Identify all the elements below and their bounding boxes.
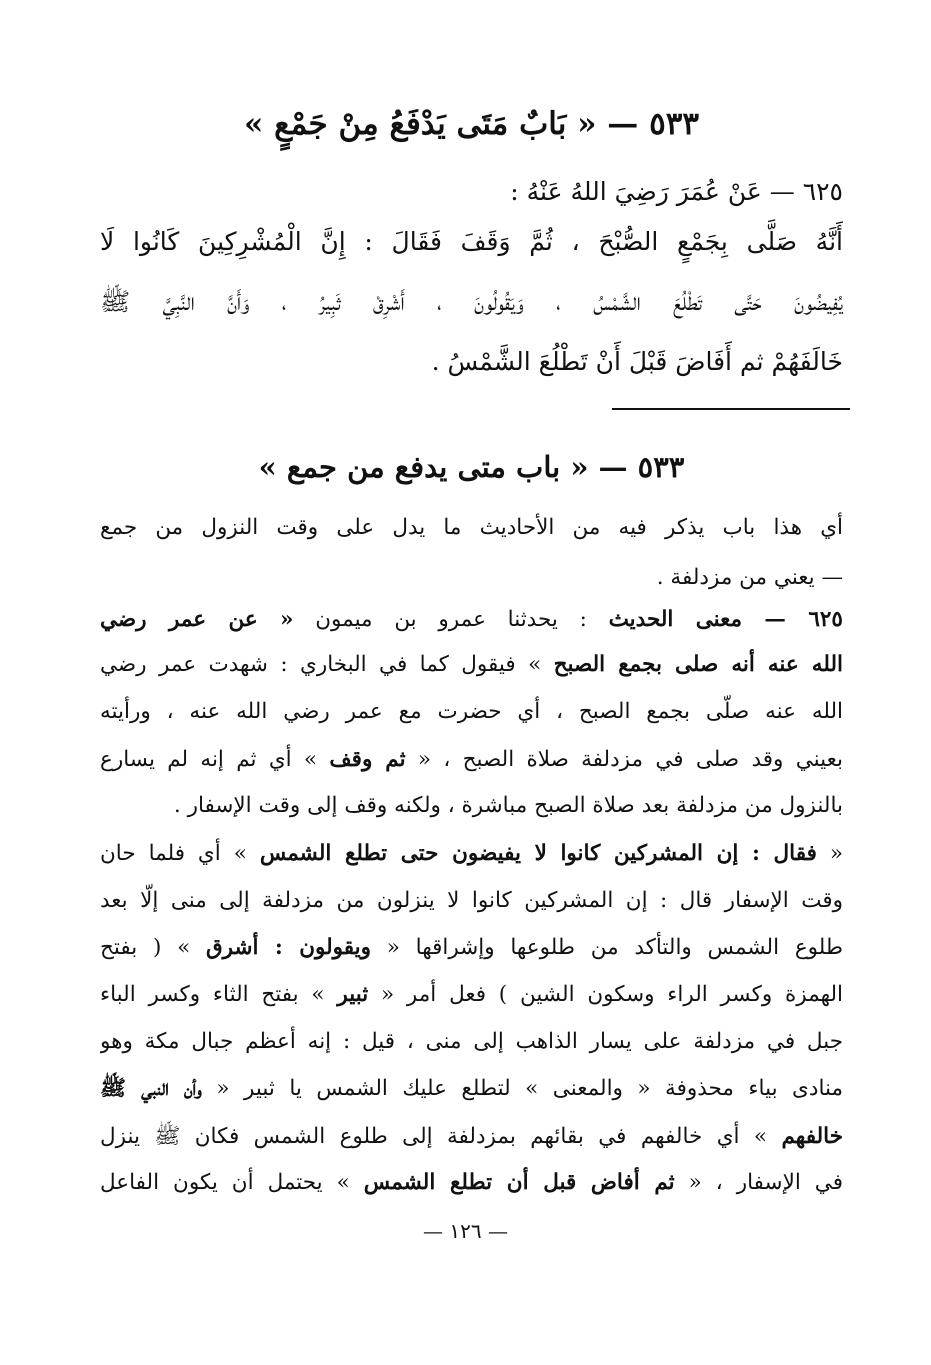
commentary-line-10: جبل في مزدلفة على يسار الذاهب إلى منى ، قيل : إنه أعظم جبال مكة وهو (100, 1029, 843, 1054)
commentary-line-8: طلوع الشمس والتأكد من طلوعها وإشراقها « ويقولون : أشرق » ( بفتح (100, 935, 843, 960)
commentary-line-1: ٦٢٥ — معنى الحديث : يحدثنا عمرو بن ميمون « عن عمر رضي (100, 607, 843, 632)
commentary-line-3: الله عنه صلّى بجمع الصبح ، أي حضرت مع عمر رضي الله عنه ، ورأيته (100, 699, 843, 724)
page-number: — ١٢٦ — (423, 1219, 508, 1243)
hadith-line-3: خَالَفَهُمْ ثم أَفَاضَ قَبْلَ أَنْ تَطْلُعَ الشَّمْسُ . (431, 347, 843, 376)
commentary-line-9: الهمزة وكسر الراء وسكون الشين ) فعل أمر « ثبير » بفتح الثاء وكسر الباء (100, 982, 843, 1007)
commentary-line-2: الله عنه أنه صلى بجمع الصبح » فيقول كما في البخاري : شهدت عمر رضي (100, 652, 843, 677)
commentary-line-4: بعيني وقد صلى في مزدلفة صلاة الصبح ، « ثم وقف » أي ثم إنه لم يسارع (100, 747, 843, 772)
commentary-line-6: « فقال : إن المشركين كانوا لا يفيضون حتى تطلع الشمس » أي فلما حان (100, 841, 843, 866)
commentary-heading: ٥٣٣ — « باب متى يدفع من جمع » (258, 450, 685, 484)
hadith-line-2: يُفِيضُونَ حَتَّى تَطْلُعَ الشَّمْسُ ، وَيَقُولُونَ ، أَشْرِقْ ثَبِيرُ ، وَأَنَّ النَّبِيَّ ﷺ (100, 287, 843, 316)
hadith-meaning-label: ٦٢٥ — معنى الحديث (608, 607, 843, 632)
hadith-line-1: أَنَّهُ صَلَّى بِجَمْعٍ الصُّبْحَ ، ثُمَّ وَقَفَ فَقَالَ : إِنَّ الْمُشْرِكِينَ كَانُوا لَا (100, 227, 843, 256)
commentary-line-13: في الإسفار ، « ثم أفاض قبل أن تطلع الشمس » يحتمل أن يكون الفاعل (100, 1170, 843, 1195)
commentary-line-5: بالنزول من مزدلفة بعد صلاة الصبح مباشرة ، ولكنه وقف إلى وقت الإسفار . (173, 793, 843, 818)
commentary-line-7: وقت الإسفار قال : إن المشركين كانوا لا ينزلون من مزدلفة إلى منى إلّا بعد (100, 888, 843, 913)
commentary-intro-line-2: — يعني من مزدلفة . (656, 565, 843, 590)
commentary-intro-line-1: أي هذا باب يذكر فيه من الأحاديث ما يدل على وقت النزول من جمع (100, 515, 843, 540)
chapter-heading-vocalized: ٥٣٣ — « بَابٌ مَتَى يَدْفَعُ مِنْ جَمْعٍ » (243, 106, 700, 142)
commentary-line-11: منادى بياء محذوفة « والمعنى » لتطلع عليك الشمس يا ثبير « وأن النبي ﷺ (100, 1076, 843, 1101)
commentary-line-12: خالفهم » أي خالفهم في بقائهم بمزدلفة إلى طلوع الشمس فكان ﷺ ينزل (100, 1124, 843, 1149)
hadith-intro: ٦٢٥ — عَنْ عُمَرَ رَضِيَ اللهُ عَنْهُ : (510, 177, 843, 206)
separator-rule (612, 408, 850, 410)
